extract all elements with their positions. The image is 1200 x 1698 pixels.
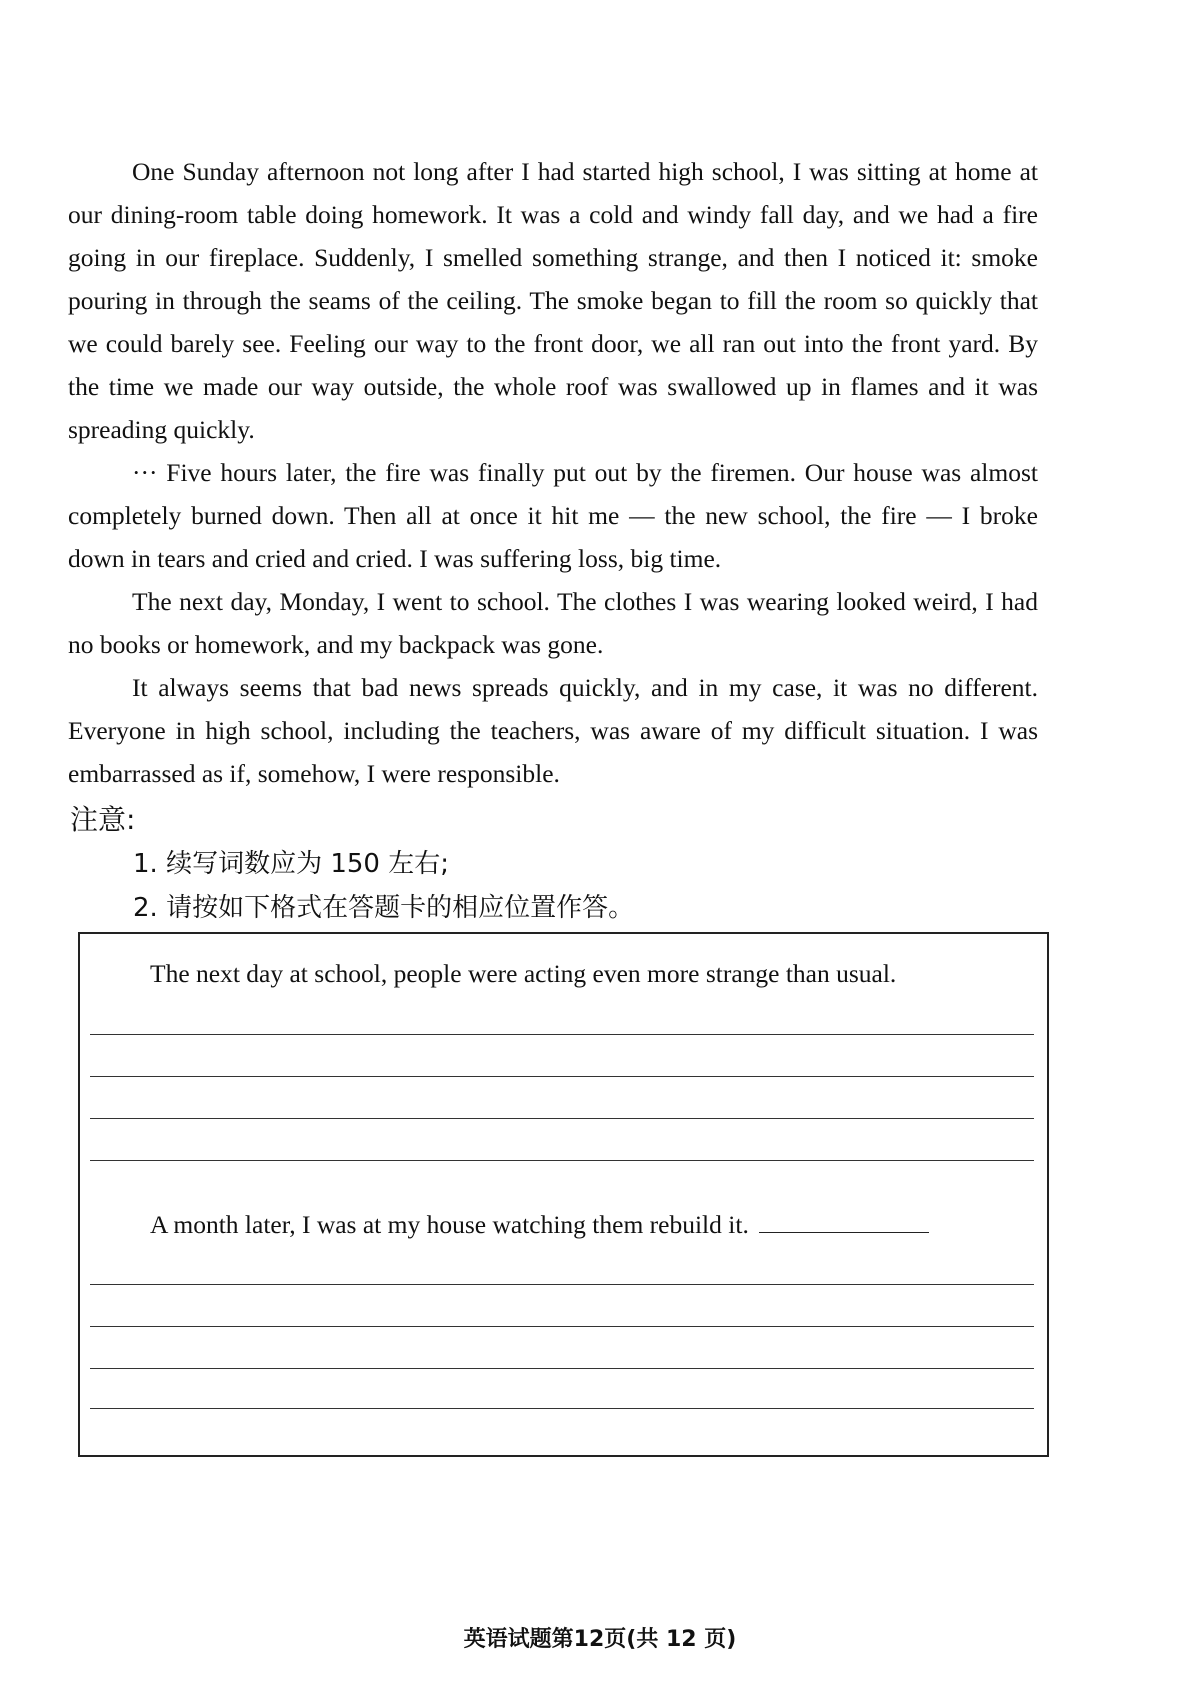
passage-paragraph-2: ··· Five hours later, the fire was finally put out by the firemen. Our house was almost completely burned down. Then all at once it hit me — the new school, the fire — I broke down in tears and cried and cried. I was suffering loss, big time. <box>68 458 1038 573</box>
writing-blank[interactable] <box>759 1206 929 1233</box>
answer-box <box>78 932 1049 1457</box>
writing-line[interactable] <box>90 1076 1034 1077</box>
notes-heading: 注意: <box>70 803 136 836</box>
writing-line[interactable] <box>90 1326 1034 1327</box>
writing-line[interactable] <box>90 1408 1034 1409</box>
writing-line[interactable] <box>90 1034 1034 1035</box>
passage-paragraph-1: One Sunday afternoon not long after I had started high school, I was sitting at home at our dining-room table doing homework. It was a cold and windy fall day, and we had a fire going in our fireplace. Suddenly, I smelled something strange, and then I noticed it: smoke pouring in through the seams of the ceiling. The smoke began to fill the room so quickly that we could barely see. Feeling our way to the front door, we all ran out into the front yard. By the time we made our way outside, the whole roof was swallowed up in flames and it was spreading quickly. <box>68 157 1038 444</box>
story-passage <box>68 150 1038 795</box>
passage-paragraph-4: It always seems that bad news spreads quickly, and in my case, it was no different. Everyone in high school, including the teachers, was aware of my difficult situation. I was embarrassed as if, somehow, I were responsible. <box>68 673 1038 788</box>
writing-line[interactable] <box>90 1284 1034 1285</box>
writing-line[interactable] <box>90 1160 1034 1161</box>
paragraph-2-opening: A month later, I was at my house watching them rebuild it. <box>150 1210 749 1239</box>
note-format: 2. 请按如下格式在答题卡的相应位置作答。 <box>133 893 635 923</box>
passage-paragraph-3: The next day, Monday, I went to school. The clothes I was wearing looked weird, I had no books or homework, and my backpack was gone. <box>68 587 1038 659</box>
note-word-count: 1. 续写词数应为 150 左右; <box>133 849 449 879</box>
writing-line[interactable] <box>90 1118 1034 1119</box>
paragraph-2-opening-row <box>150 1206 929 1243</box>
paragraph-1-opening: The next day at school, people were acting even more strange than usual. <box>150 959 897 988</box>
writing-line[interactable] <box>90 1368 1034 1369</box>
page-footer: 英语试题第12页(共 12 页) <box>463 1627 737 1652</box>
